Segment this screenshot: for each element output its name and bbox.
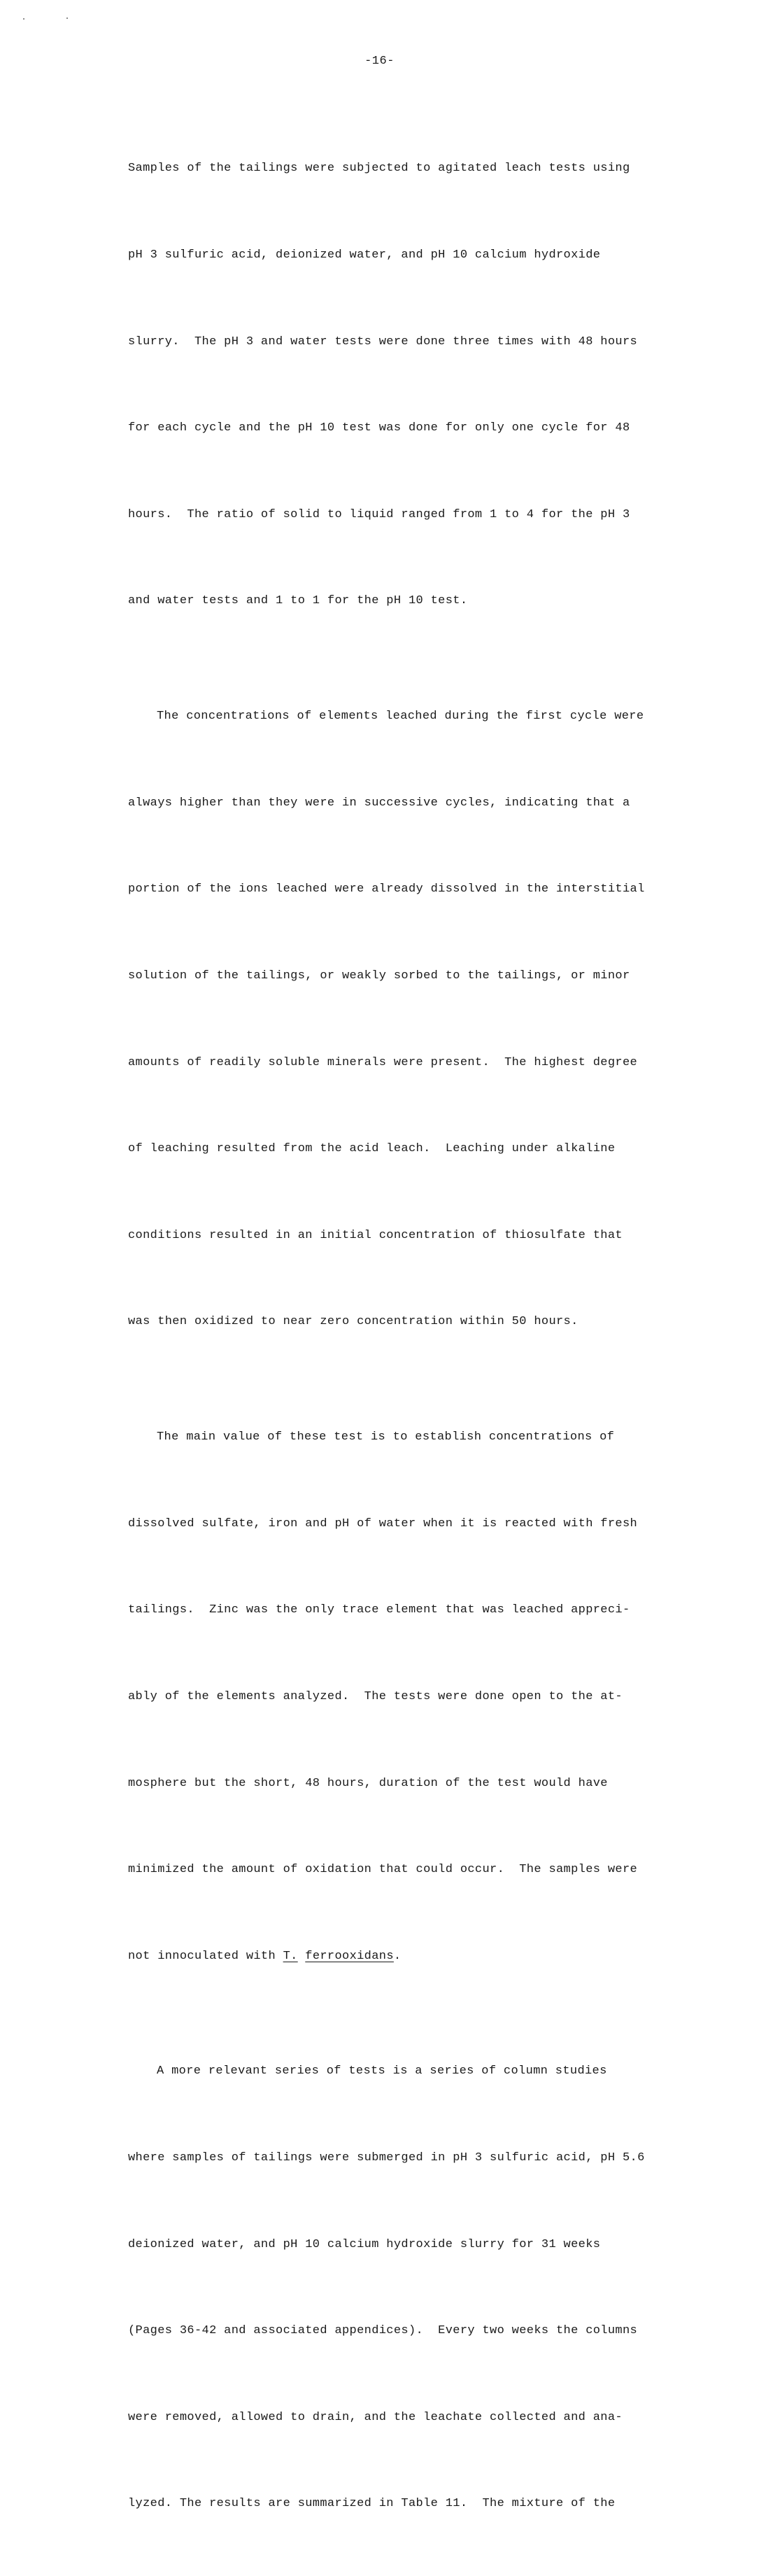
text-line: pH 3 sulfuric acid, deionized water, and pH 10 calcium hydroxide <box>128 248 601 262</box>
text-segment <box>298 1950 306 1963</box>
text-line: where samples of tailings were submerged in pH 3 sulfuric acid, pH 5.6 <box>128 2151 645 2165</box>
text-line: portion of the ions leached were already dissolved in the interstitial <box>128 882 645 896</box>
body-text <box>128 97 646 2576</box>
paragraph-start-line: The concentrations of elements leached during the first cycle were <box>157 710 644 724</box>
text-line: hours. The ratio of solid to liquid ranged from 1 to 4 for the pH 3 <box>128 507 630 521</box>
text-line: dissolved sulfate, iron and pH of water when it is reacted with fresh <box>128 1516 638 1530</box>
text-line: for each cycle and the pH 10 test was done for only one cycle for 48 <box>128 421 630 435</box>
paragraph-start-line: The main value of these test is to establish concentrations of <box>157 1430 615 1444</box>
text-line: deionized water, and pH 10 calcium hydroxide slurry for 31 weeks <box>128 2237 601 2251</box>
text-line: was then oxidized to near zero concentration within 50 hours. <box>128 1315 579 1329</box>
text-line: tailings. Zinc was the only trace element that was leached appreci- <box>128 1603 630 1617</box>
text-line: solution of the tailings, or weakly sorbed to the tailings, or minor <box>128 969 630 983</box>
text-line: (Pages 36-42 and associated appendices). Every two weeks the columns <box>128 2324 638 2338</box>
text-line: ably of the elements analyzed. The tests were done open to the at- <box>128 1689 623 1703</box>
species-name: ferrooxidans <box>305 1949 394 1963</box>
text-line: conditions resulted in an initial concentration of thiosulfate that <box>128 1228 623 1242</box>
page-number: -16- <box>364 55 395 68</box>
text-line: slurry. The pH 3 and water tests were done three times with 48 hours <box>128 335 638 349</box>
text-line: mosphere but the short, 48 hours, duration of the test would have <box>128 1776 608 1790</box>
text-line: and water tests and 1 to 1 for the pH 10 test. <box>128 594 468 608</box>
text-line: minimized the amount of oxidation that could occur. The samples were <box>128 1863 638 1877</box>
text-line: were removed, allowed to drain, and the leachate collected and ana- <box>128 2410 623 2424</box>
text-line: Samples of the tailings were subjected to agitated leach tests using <box>128 162 630 176</box>
text-line: lyzed. The results are summarized in Table 11. The mixture of the <box>128 2497 616 2511</box>
text-segment: not innoculated with <box>128 1949 283 1963</box>
scan-speck <box>66 17 68 19</box>
text-line: of leaching resulted from the acid leach. Leaching under alkaline <box>128 1142 616 1156</box>
text-line: amounts of readily soluble minerals were present. The highest degree <box>128 1055 638 1069</box>
genus-abbrev: T. <box>283 1949 298 1963</box>
paragraph-start-line: A more relevant series of tests is a series of column studies <box>157 2064 607 2078</box>
text-segment: . <box>393 1949 402 1963</box>
text-line-species <box>128 1942 646 1971</box>
scan-speck <box>23 18 24 20</box>
text-line: always higher than they were in successive cycles, indicating that a <box>128 796 630 810</box>
